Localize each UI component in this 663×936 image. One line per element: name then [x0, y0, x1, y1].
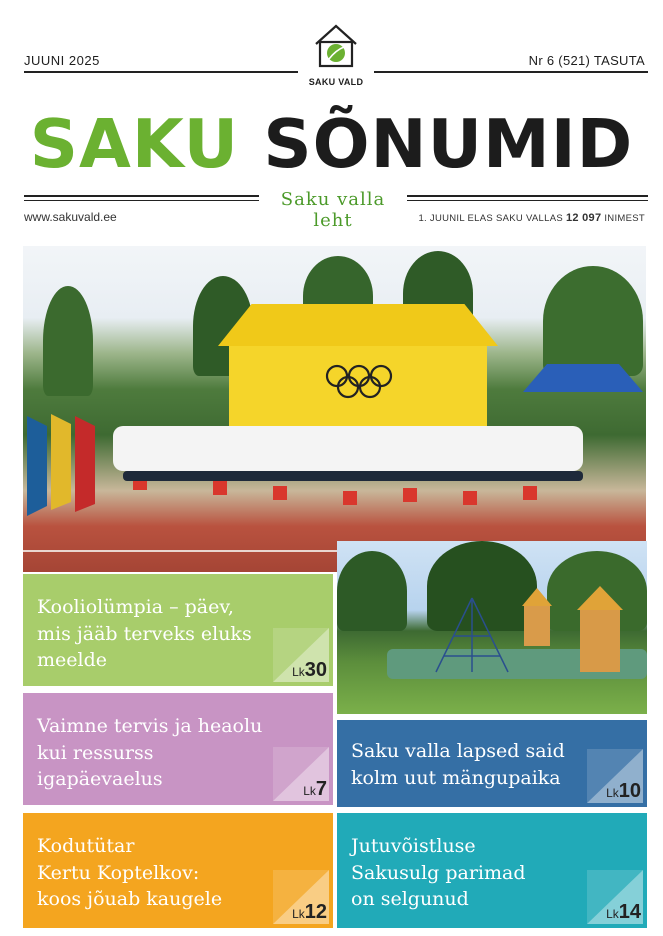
masthead-title-sonumid: SÕNUMID	[263, 105, 634, 183]
population-count: 12 097	[565, 212, 602, 224]
page-reference: Lk30	[292, 659, 327, 681]
subtitle-rule-right	[407, 195, 648, 197]
article-title: Vaimne tervis ja heaolu kui ressurss igapäevaelus	[37, 715, 263, 790]
article-card-playgrounds[interactable]	[337, 720, 647, 807]
play-tower-icon	[512, 586, 632, 676]
masthead-title-saku: SAKU	[29, 105, 240, 183]
article-card-mental-health[interactable]	[23, 693, 333, 805]
article-title: Kodutütar Kertu Koptelkov: koos jõuab kaugele	[37, 835, 223, 910]
playground-photo	[337, 541, 647, 714]
article-title: Jutuvõistluse Sakusulg parimad on selgunud	[351, 835, 526, 910]
flags-left	[23, 406, 113, 526]
subtitle-rule-left	[24, 195, 259, 197]
article-title: Saku valla lapsed said kolm uut mängupaika	[351, 740, 565, 789]
page-reference: Lk12	[292, 901, 327, 923]
header-rule-right	[374, 71, 648, 73]
climbing-net-icon	[432, 596, 512, 676]
population-text: 1. JUUNIL ELAS SAKU VALLAS	[418, 213, 563, 224]
header-rule-left	[24, 71, 298, 73]
issue-number: Nr 6 (521) TASUTA	[528, 53, 645, 68]
logo-text: SAKU VALD	[308, 77, 364, 87]
article-card-story-contest[interactable]	[337, 813, 647, 928]
article-title: Kooliolümpia – päev, mis jääb terveks eluks meelde	[37, 596, 252, 671]
article-card-kodututar[interactable]	[23, 813, 333, 928]
saku-vald-logo-icon	[311, 22, 361, 72]
crowd-figures	[103, 396, 603, 516]
subtitle-rule-left-thin	[24, 200, 259, 201]
subtitle-rule-right-thin	[407, 200, 648, 201]
website-link[interactable]: www.sakuvald.ee	[24, 210, 117, 224]
page-reference: Lk14	[606, 901, 641, 923]
issue-date: JUUNI 2025	[24, 53, 100, 68]
population-unit: INIMEST	[604, 213, 645, 224]
page-reference: Lk10	[606, 780, 641, 802]
subtitle: Saku valla leht	[280, 189, 386, 231]
page-reference: Lk7	[303, 778, 327, 800]
population-info	[418, 212, 645, 224]
article-card-school-olympics[interactable]	[23, 574, 333, 686]
school-olympics-photo	[23, 246, 646, 572]
masthead-title	[0, 104, 663, 184]
